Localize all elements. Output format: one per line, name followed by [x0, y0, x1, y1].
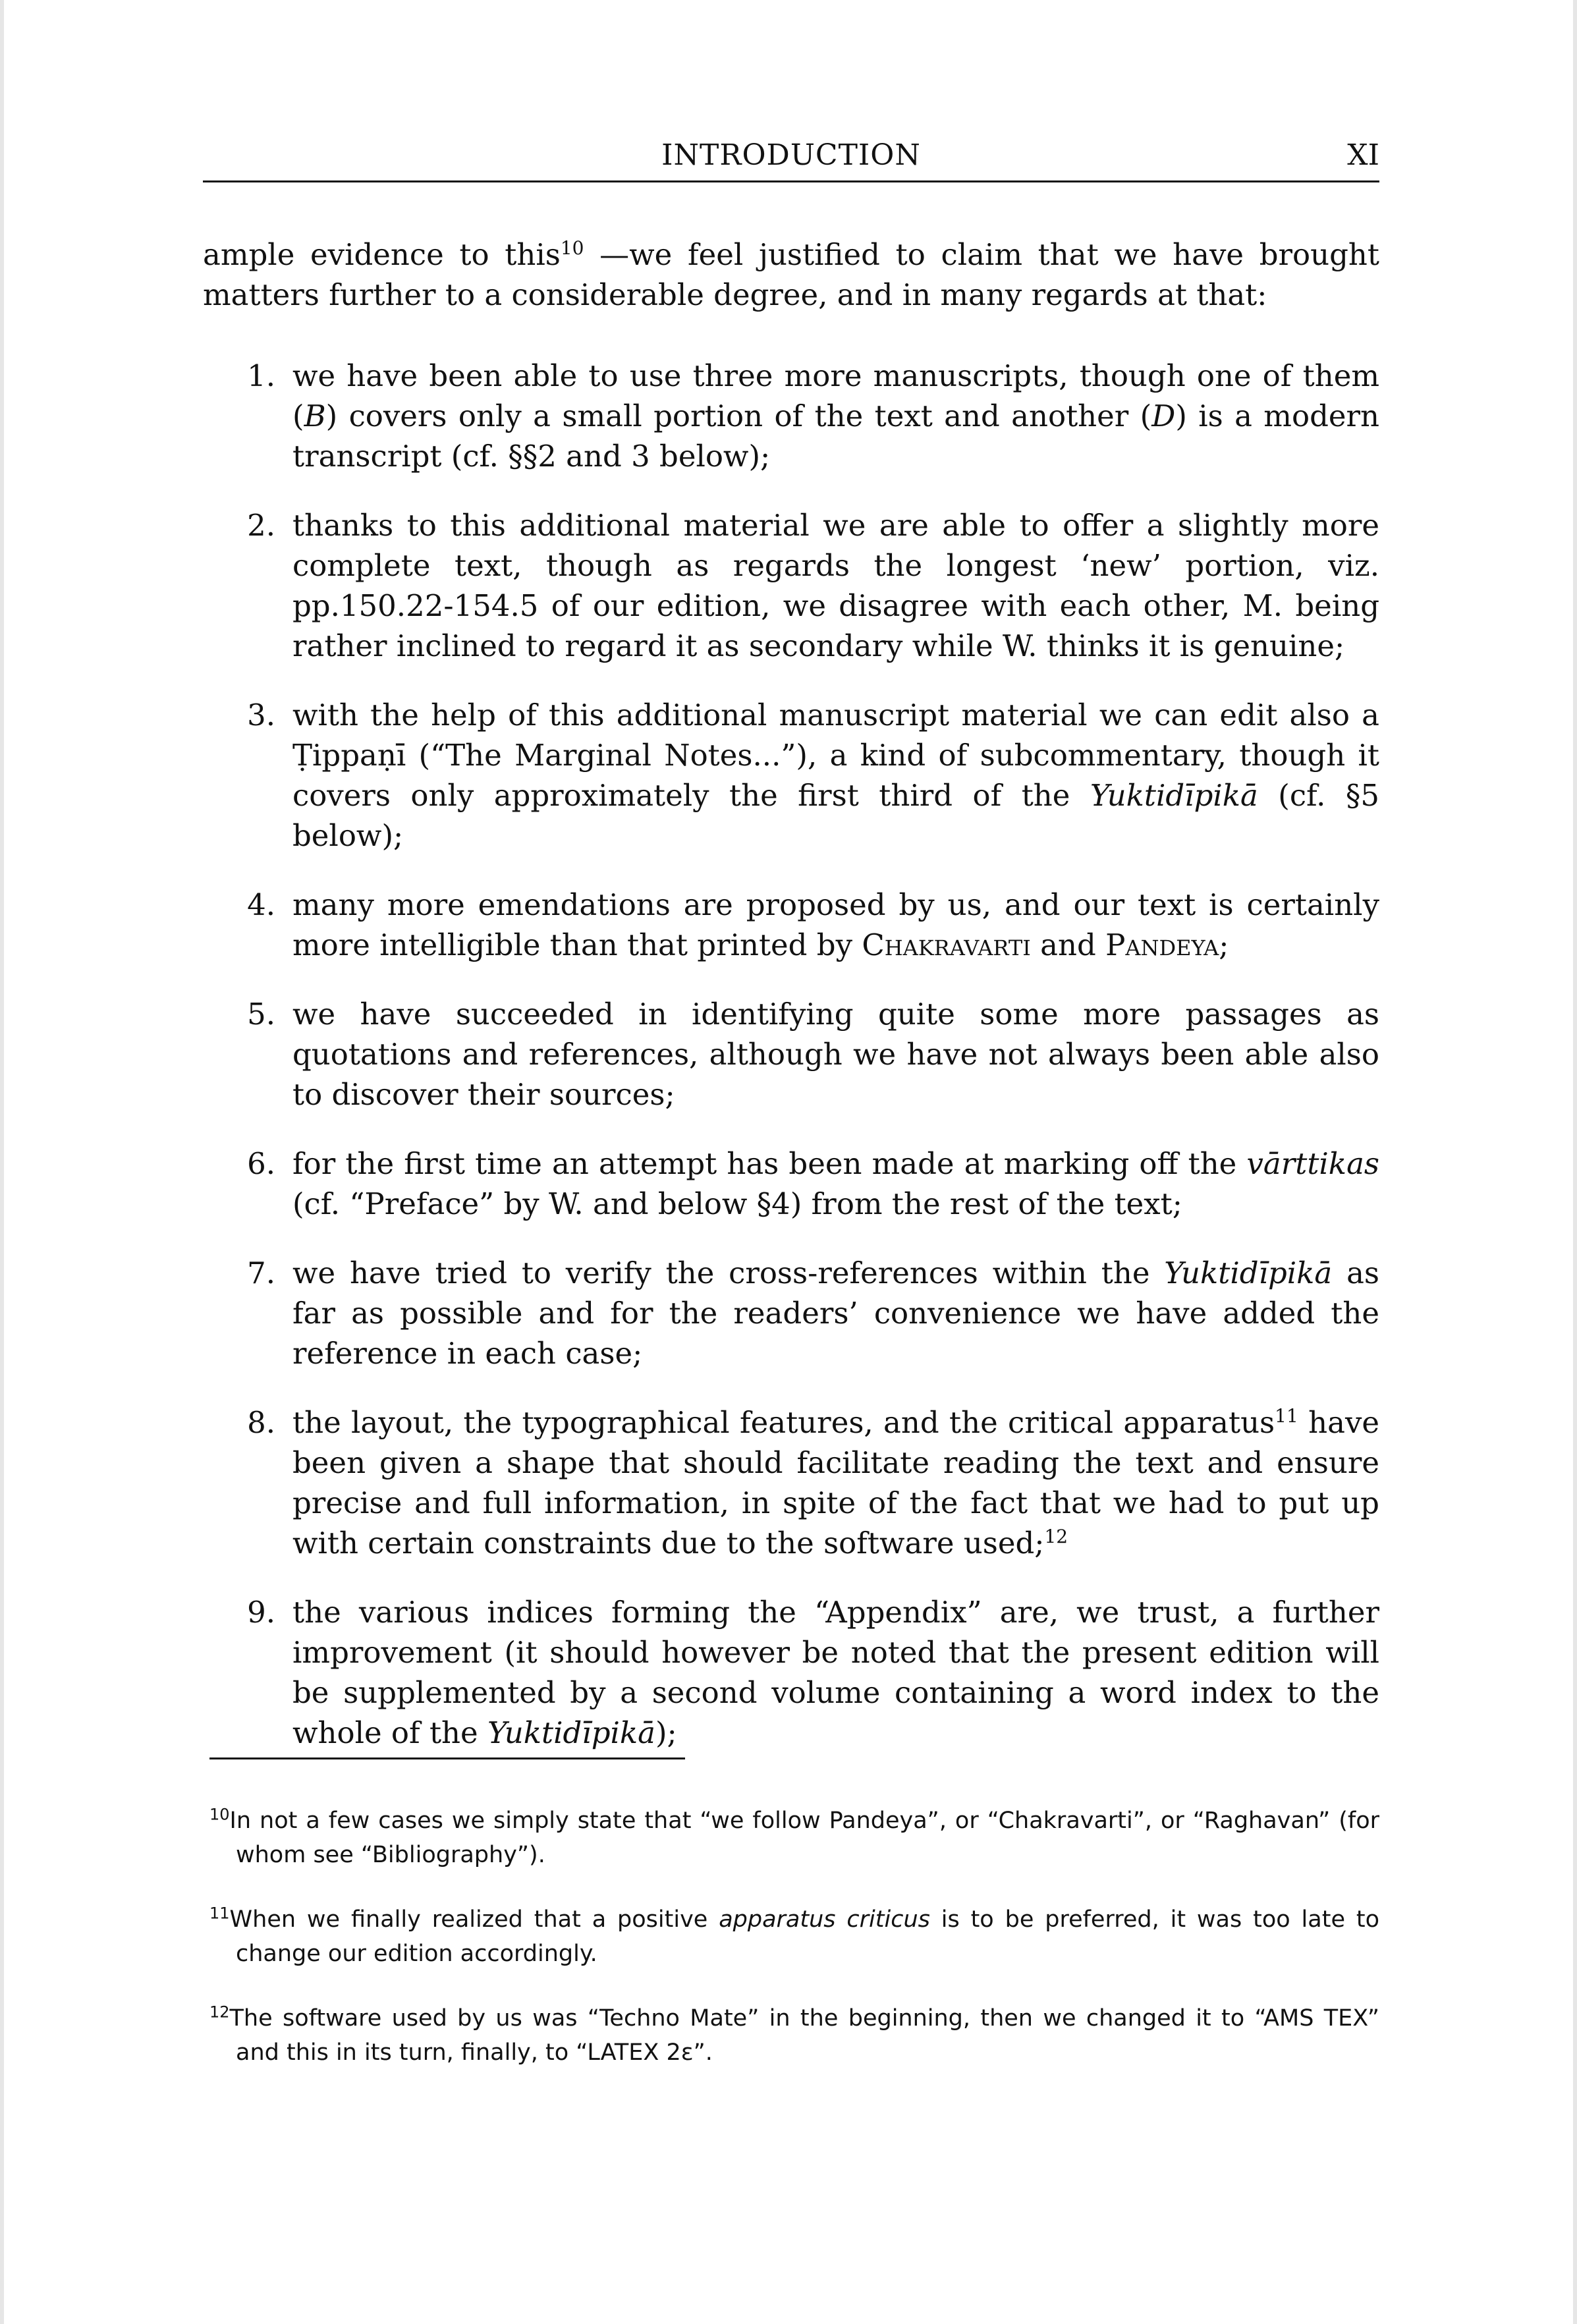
- running-title: INTRODUCTION: [661, 138, 921, 172]
- footnotes: [209, 1804, 1379, 2100]
- contribution-list: [237, 356, 1379, 1782]
- siglum-b: B: [304, 399, 326, 433]
- list-item-text: thanks to this additional material we are able to offer a slightly more complete text, though as regards the longest ‘new’ portion, viz. pp.150.22-154.5 of our edition, we disagree with each other, M. being rather inclined to regard it as secondary while W. thinks it is genuine;: [292, 508, 1379, 663]
- siglum-d: D: [1151, 399, 1176, 433]
- list-item: [237, 1253, 1379, 1373]
- scan-edge-right: [1573, 0, 1577, 2324]
- footnote-mark: 10: [209, 1805, 230, 1824]
- technical-term: vārttikas: [1246, 1146, 1379, 1181]
- list-item-number: 8.: [247, 1405, 275, 1440]
- list-item-number: 7.: [247, 1256, 275, 1290]
- work-title: Yuktidīpikā: [1090, 778, 1258, 813]
- running-head: [203, 129, 1379, 182]
- footnote-mark: 12: [209, 2003, 230, 2022]
- list-item-text: we have been able to use three more manuscripts, though one of them (B) covers only a small portion of the text and another (D) is a modern transcript (cf. §§2 and 3 below);: [292, 358, 1379, 474]
- list-item-number: 9.: [247, 1595, 275, 1630]
- list-item-number: 5.: [247, 997, 275, 1032]
- list-item-number: 2.: [247, 508, 275, 543]
- intro-text-1: ample evidence to this: [203, 237, 561, 272]
- list-item-text: the various indices forming the “Appendix” are, we trust, a further improvement (it should however be noted that the present edition will be supplemented by a second volume containing a word index to the whole of the Yuktidīpikā);: [292, 1595, 1379, 1750]
- list-item: [237, 885, 1379, 965]
- footnote-ref-10: 10: [560, 237, 584, 259]
- footnote-10: [209, 1804, 1379, 1872]
- list-item: [237, 1144, 1379, 1224]
- list-item-text: we have tried to verify the cross-references within the Yuktidīpikā as far as possible and for the readers’ convenience we have added the reference in each case;: [292, 1256, 1379, 1371]
- footnote-text: In not a few cases we simply state that “we follow Pandeya”, or “Chakravarti”, or “Raghavan” (for whom see “Bibliography”).: [229, 1808, 1379, 1868]
- list-item-text: we have succeeded in identifying quite some more passages as quotations and references, although we have not always been able also to discover their sources;: [292, 997, 1379, 1112]
- footnote-mark: 11: [209, 1904, 230, 1923]
- work-title: Yuktidīpikā: [1164, 1256, 1333, 1290]
- list-item-number: 4.: [247, 887, 275, 922]
- footnote-text: The software used by us was “Techno Mate” in the beginning, then we changed it to “AMS TEX” and this in its turn, finally, to “LATEX 2ε”.: [229, 2005, 1379, 2066]
- list-item: [237, 1592, 1379, 1753]
- footnote-ref-12: 12: [1044, 1526, 1068, 1547]
- author-name: Chakravarti: [862, 927, 1031, 962]
- latin-term: apparatus criticus: [719, 1906, 930, 1933]
- list-item-number: 1.: [247, 358, 275, 393]
- list-item: [237, 994, 1379, 1115]
- list-item: [237, 695, 1379, 856]
- list-item-number: 3.: [247, 698, 275, 733]
- author-name: Pandeya: [1105, 927, 1219, 962]
- list-item-text: with the help of this additional manuscript material we can edit also a Ṭippaṇī (“The Marginal Notes...”), a kind of subcommentary, though it covers only approximately the first third of the Yuktidīpikā (cf. §5 below);: [292, 698, 1379, 853]
- work-title: Yuktidīpikā: [487, 1715, 655, 1750]
- footnote-rule: [209, 1757, 685, 1759]
- header-rule: [203, 180, 1379, 182]
- page-number: XI: [1347, 138, 1379, 172]
- footnote-ref-11: 11: [1275, 1405, 1298, 1427]
- list-item: [237, 356, 1379, 476]
- scan-edge-left: [0, 0, 4, 2324]
- footnote-12: [209, 2001, 1379, 2070]
- list-item: [237, 1402, 1379, 1563]
- list-item-number: 6.: [247, 1146, 275, 1181]
- footnote-11: $^{11}$When we finally realized that a positive apparatus criticus is to be preferred, it was too late to change our edition accordingly.: [209, 1904, 1380, 1967]
- list-item-text: for the first time an attempt has been made at marking off the vārttikas (cf. “Preface” by W. and below §4) from the rest of the text;: [292, 1146, 1379, 1221]
- intro-text-2: —we feel justified to claim that we have brought matters further to a considerable degree, and in many regards at that:: [203, 237, 1379, 312]
- intro-paragraph: [203, 235, 1379, 315]
- list-item-text: the layout, the typographical features, and the critical apparatus$^{11}$ have been given a shape that should facilitate reading the text and ensure precise and full information, in spite of the fact that we had to put up with certain constraints due to the software used;$^{12}$: [292, 1405, 1379, 1561]
- list-item: [237, 505, 1379, 666]
- list-item-text: many more emendations are proposed by us, and our text is certainly more intelligible than that printed by Chakravarti and Pandeya;: [292, 887, 1379, 962]
